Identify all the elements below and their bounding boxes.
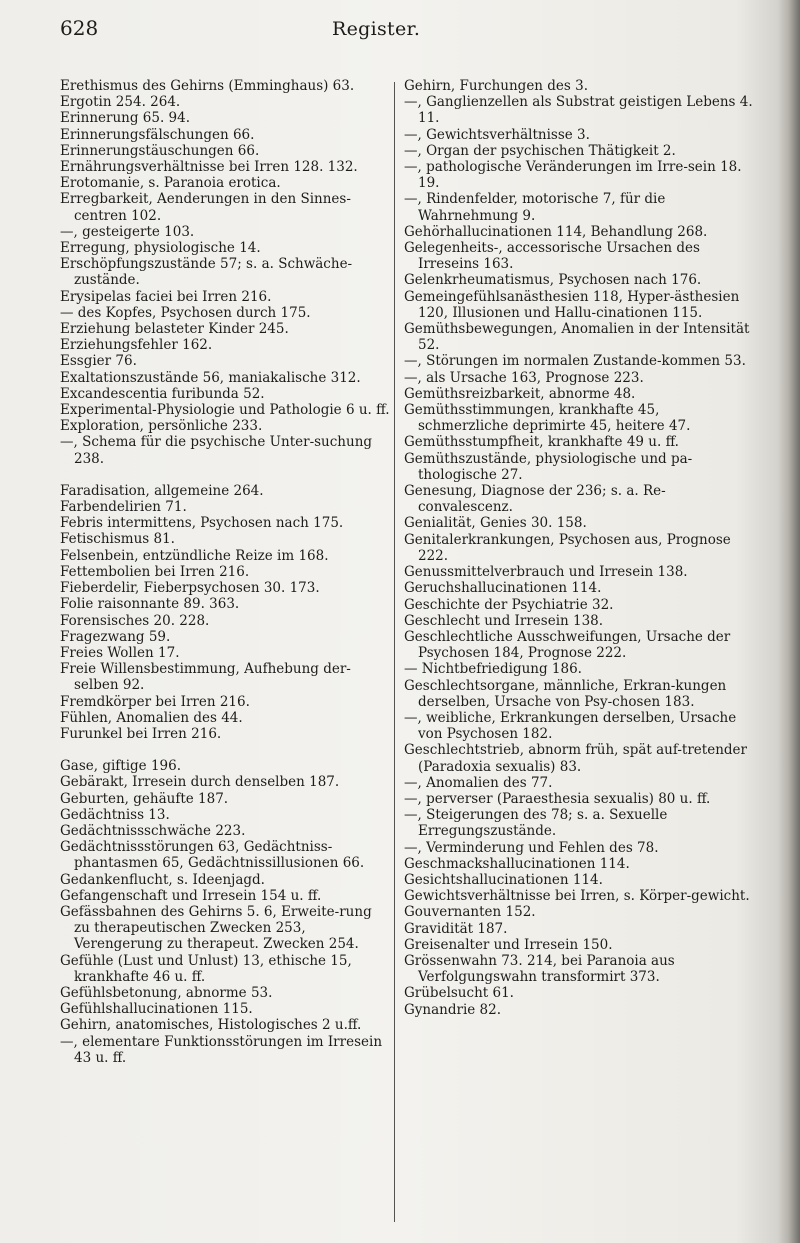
index-entry: Ernährungsverhältnisse bei Irren 128. 132. (60, 159, 358, 176)
index-entry: Gefühlshallucinationen 115. (60, 1001, 253, 1018)
index-entry: Ergotin 254. 264. (60, 94, 181, 111)
index-entry: Gelenkrheumatismus, Psychosen nach 176. (404, 272, 702, 289)
index-entry: Greisenalter und Irresein 150. (404, 936, 613, 953)
index-entry: Erschöpfungszustände 57; s. a. Schwäche-zustände. (60, 256, 353, 289)
index-entry: —, Ganglienzellen als Substrat geistigen Lebens 4. 11. (404, 94, 753, 127)
index-entry: Gehirn, anatomisches, Histologisches 2 u.ff. (60, 1017, 362, 1034)
index-entry: — des Kopfes, Psychosen durch 175. (60, 304, 311, 321)
index-entry: Forensisches 20. 228. (60, 612, 210, 629)
section-gap (60, 742, 390, 758)
index-entry: Gehirn, Furchungen des 3. (404, 78, 589, 94)
index-entry: Folie raisonnante 89. 363. (60, 596, 240, 613)
index-entry: Felsenbein, entzündliche Reize im 168. (60, 547, 329, 564)
index-entry: Gelegenheits-, accessorische Ursachen des Irreseins 163. (404, 240, 700, 273)
index-entry: Gemüthsbewegungen, Anomalien in der Intensität 52. (404, 321, 750, 354)
index-entry: Geschlechtliche Ausschweifungen, Ursache der Psychosen 184, Prognose 222. (404, 628, 731, 662)
index-entry: Gemeingefühlsanästhesien 118, Hyper-ästhesien 120, Illusionen und Hallu-cinationen 115. (404, 288, 740, 321)
right-column (404, 78, 754, 1018)
index-entry: Freies Wollen 17. (60, 644, 180, 661)
index-entry: —, Schema für die psychische Unter-suchung 238. (60, 434, 373, 467)
index-entry: Genussmittelverbrauch und Irresein 138. (404, 564, 688, 581)
index-entry: Erinnerungstäuschungen 66. (60, 142, 260, 159)
index-entry: Genesung, Diagnose der 236; s. a. Re-convalescenz. (404, 483, 666, 516)
index-entry: Exploration, persönliche 233. (60, 418, 263, 435)
index-entry: Erziehung belasteter Kinder 245. (60, 321, 289, 338)
index-entry: Geruchshallucinationen 114. (404, 580, 602, 597)
index-entry: —, Anomalien des 77. (404, 774, 553, 791)
index-entry: Gynandrie 82. (404, 1001, 502, 1018)
index-entry: Erotomanie, s. Paranoia erotica. (60, 175, 281, 192)
index-entry: Gedächtniss 13. (60, 806, 170, 823)
index-entry: —, perverser (Paraesthesia sexualis) 80 u. ff. (404, 790, 711, 807)
index-entry: Fremdkörper bei Irren 216. (60, 693, 250, 710)
index-entry: Furunkel bei Irren 216. (60, 725, 222, 742)
index-entry: Experimental-Physiologie und Pathologie 6 u. ff. (60, 402, 390, 419)
index-entry: Grübelsucht 61. (404, 985, 514, 1002)
index-entry: Fragezwang 59. (60, 628, 171, 645)
page-edge-shadow (778, 0, 800, 1243)
running-title: Register. (332, 18, 421, 40)
index-entry: Geschlechtsorgane, männliche, Erkran-kungen derselben, Ursache von Psy-chosen 183. (404, 677, 727, 710)
index-entry: Gravidität 187. (404, 920, 508, 937)
index-entry: Gedächtnissstörungen 63, Gedächtniss-phantasmen 65, Gedächtnissillusionen 66. (60, 839, 365, 872)
index-entry: Freie Willensbestimmung, Aufhebung der-selben 92. (60, 661, 351, 694)
index-entry: Geschichte der Psychiatrie 32. (404, 596, 614, 613)
index-entry: —, gesteigerte 103. (60, 223, 195, 240)
index-entry: Exaltationszustände 56, maniakalische 312. (60, 369, 361, 386)
index-entry: Fetischismus 81. (60, 531, 175, 548)
index-entry: Gesichtshallucinationen 114. (404, 871, 603, 888)
index-entry: —, elementare Funktionsstörungen im Irresein 43 u. ff. (60, 1033, 383, 1066)
index-entry: —, Störungen im normalen Zustande-kommen 53. (404, 353, 746, 370)
index-entry: Excandescentia furibunda 52. (60, 385, 265, 402)
index-entry: Gemüthsstimmungen, krankhafte 45, schmerzliche deprimirte 45, heitere 47. (404, 402, 691, 435)
index-entry: Fühlen, Anomalien des 44. (60, 709, 243, 726)
index-entry: Geburten, gehäufte 187. (60, 790, 229, 807)
index-entry: Gewichtsverhältnisse bei Irren, s. Körper-gewicht. (404, 888, 750, 905)
index-entry: Genialität, Genies 30. 158. (404, 515, 587, 532)
index-entry: Erethismus des Gehirns (Emminghaus) 63. (60, 78, 355, 94)
index-entry: —, Organ der psychischen Thätigkeit 2. (404, 142, 676, 159)
index-entry: Gouvernanten 152. (404, 904, 536, 921)
index-entry: Erregung, physiologische 14. (60, 240, 261, 257)
index-entry: Gebärakt, Irresein durch denselben 187. (60, 774, 340, 791)
index-entry: Erregbarkeit, Aenderungen in den Sinnes-centren 102. (60, 191, 351, 224)
index-entry: Gehörhallucinationen 114, Behandlung 268. (404, 223, 708, 240)
column-divider (394, 82, 395, 1222)
index-entry: Essgier 76. (60, 353, 137, 370)
index-entry: Farbendelirien 71. (60, 499, 187, 516)
index-entry: —, Verminderung und Fehlen des 78. (404, 839, 659, 856)
index-entry: — Nichtbefriedigung 186. (404, 661, 582, 678)
index-entry: Febris intermittens, Psychosen nach 175. (60, 515, 344, 532)
index-entry: Grössenwahn 73. 214, bei Paranoia aus Verfolgungswahn transformirt 373. (404, 952, 675, 986)
page-header (0, 8, 800, 38)
index-entry: Gedächtnissschwäche 223. (60, 822, 246, 839)
index-entry: Gefässbahnen des Gehirns 5. 6, Erweite-rung zu therapeutischen Zwecken 253, Verengerung zu therapeut. Zwecken 254. (60, 903, 372, 953)
index-entry: Erziehungsfehler 162. (60, 337, 213, 354)
index-entry: Genitalerkrankungen, Psychosen aus, Prognose 222. (404, 531, 731, 564)
index-entry: Geschlecht und Irresein 138. (404, 612, 604, 629)
index-entry: Erysipelas faciei bei Irren 216. (60, 288, 272, 305)
index-entry: Gefühle (Lust und Unlust) 13, ethische 15, krankhafte 46 u. ff. (60, 952, 352, 985)
index-entry: Fettembolien bei Irren 216. (60, 563, 250, 580)
index-entry: Erinnerung 65. 94. (60, 110, 191, 127)
index-entry: Gefühlsbetonung, abnorme 53. (60, 984, 273, 1001)
index-entry: —, Rindenfelder, motorische 7, für die Wahrnehmung 9. (404, 191, 666, 224)
index-entry: Gemüthszustände, physiologische und pa-thologische 27. (404, 450, 693, 483)
index-entry: Gase, giftige 196. (60, 758, 182, 775)
index-entry: —, Steigerungen des 78; s. a. Sexuelle Erregungszustände. (404, 807, 668, 840)
index-entry: Gefangenschaft und Irresein 154 u. ff. (60, 887, 322, 904)
index-entry: Gemüthsstumpfheit, krankhafte 49 u. ff. (404, 434, 679, 451)
index-entry: Gemüthsreizbarkeit, abnorme 48. (404, 385, 636, 402)
index-entry: —, pathologische Veränderungen im Irre-sein 18. 19. (404, 159, 742, 192)
index-entry: —, als Ursache 163, Prognose 223. (404, 369, 644, 386)
index-entry: Geschlechtstrieb, abnorm früh, spät auf-tretender (Paradoxia sexualis) 83. (404, 742, 747, 775)
index-entry: Erinnerungsfälschungen 66. (60, 126, 255, 143)
index-entry: Gedankenflucht, s. Ideenjagd. (60, 871, 265, 888)
index-entry: —, weibliche, Erkrankungen derselben, Ursache von Psychosen 182. (404, 709, 737, 743)
index-entry: Geschmackshallucinationen 114. (404, 855, 630, 872)
index-entry: —, Gewichtsverhältnisse 3. (404, 126, 590, 143)
index-entry: Fieberdelir, Fieberpsychosen 30. 173. (60, 580, 320, 597)
page-number: 628 (60, 16, 99, 40)
index-entry: Faradisation, allgemeine 264. (60, 482, 264, 499)
section-gap (60, 467, 390, 483)
left-column (60, 78, 390, 1066)
